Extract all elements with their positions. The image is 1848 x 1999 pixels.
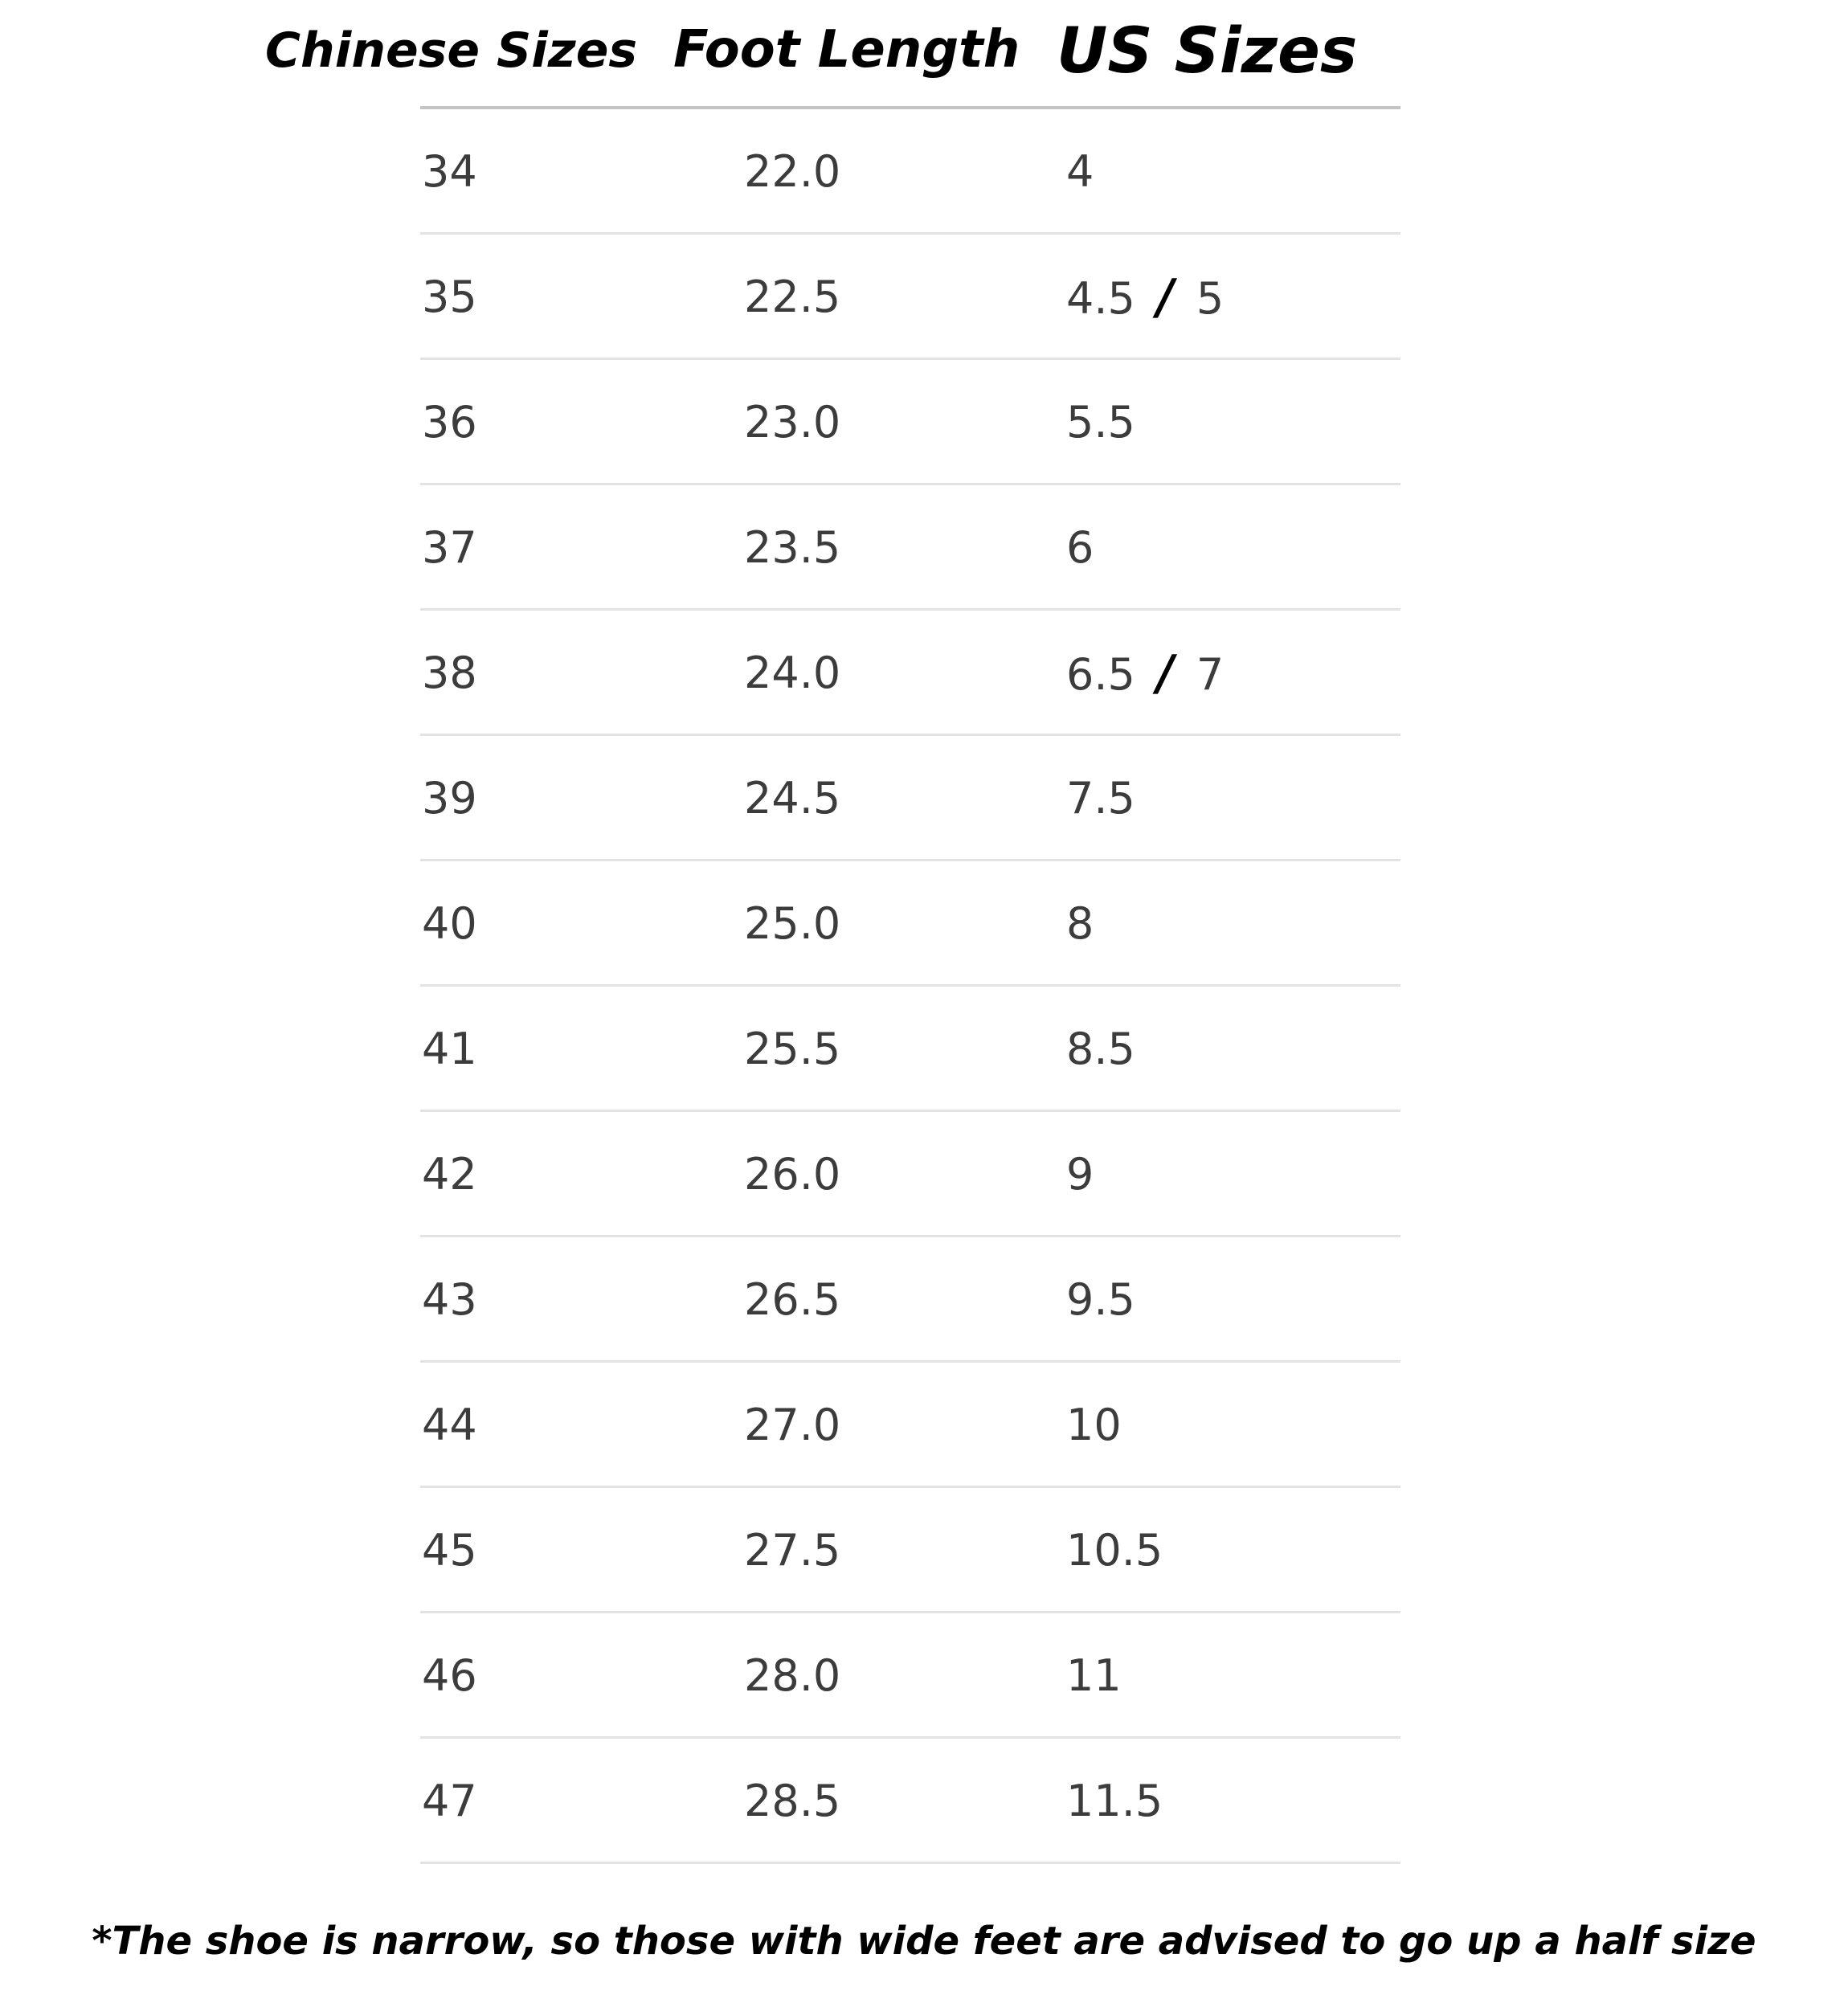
foot-length-cell: 24.0 bbox=[744, 648, 841, 698]
us-size-cell bbox=[1066, 1363, 1122, 1488]
chinese-size-cell: 40 bbox=[422, 898, 477, 949]
foot-length-cell: 28.0 bbox=[744, 1650, 841, 1701]
chinese-size-cell: 46 bbox=[422, 1650, 477, 1701]
foot-length-cell: 27.5 bbox=[744, 1525, 841, 1576]
foot-length-cell: 28.5 bbox=[744, 1776, 841, 1826]
header-chinese-sizes: Chinese Sizes bbox=[265, 22, 638, 79]
us-size-value: 11.5 bbox=[1066, 1776, 1163, 1826]
us-size-cell bbox=[1066, 485, 1094, 611]
us-size-value: 10.5 bbox=[1066, 1525, 1163, 1576]
table-row bbox=[420, 611, 1400, 736]
table-row bbox=[420, 1112, 1400, 1237]
us-size-cell bbox=[1066, 736, 1135, 861]
size-chart-table bbox=[420, 106, 1400, 1864]
chinese-size-cell: 34 bbox=[422, 146, 477, 197]
size-separator: / bbox=[1151, 269, 1179, 325]
foot-length-cell: 26.5 bbox=[744, 1274, 841, 1325]
foot-length-cell: 25.0 bbox=[744, 898, 841, 949]
us-size-value: 10 bbox=[1066, 1400, 1122, 1450]
us-size-value: 8.5 bbox=[1066, 1024, 1135, 1074]
foot-length-cell: 25.5 bbox=[744, 1024, 841, 1074]
us-size-cell bbox=[1066, 109, 1094, 235]
table-row bbox=[420, 987, 1400, 1112]
table-row bbox=[420, 360, 1400, 485]
table-row bbox=[420, 109, 1400, 235]
chinese-size-cell: 45 bbox=[422, 1525, 477, 1576]
us-size-value: 6 bbox=[1066, 522, 1094, 573]
chinese-size-cell: 37 bbox=[422, 522, 477, 573]
foot-length-cell: 24.5 bbox=[744, 773, 841, 824]
us-size-cell bbox=[1066, 1237, 1135, 1363]
size-separator: / bbox=[1151, 645, 1179, 701]
table-row bbox=[420, 1363, 1400, 1488]
chinese-size-cell: 43 bbox=[422, 1274, 477, 1325]
us-size-value: 11 bbox=[1066, 1650, 1122, 1701]
us-size-cell bbox=[1066, 360, 1135, 485]
chinese-size-cell: 36 bbox=[422, 397, 477, 448]
foot-length-cell: 22.0 bbox=[744, 146, 841, 197]
table-row bbox=[420, 736, 1400, 861]
chinese-size-cell: 41 bbox=[422, 1024, 477, 1074]
us-size-value: 7 bbox=[1196, 649, 1225, 700]
us-size-value: 4.5 bbox=[1066, 273, 1135, 324]
us-size-cell bbox=[1066, 1112, 1094, 1237]
table-row bbox=[420, 1488, 1400, 1613]
chinese-size-cell: 44 bbox=[422, 1400, 477, 1450]
us-size-cell bbox=[1066, 987, 1135, 1112]
foot-length-cell: 23.0 bbox=[744, 397, 841, 448]
footnote: *The shoe is narrow, so those with wide feet are advised to go up a half size bbox=[92, 1919, 1756, 1964]
us-size-value: 5.5 bbox=[1066, 397, 1135, 448]
table-row bbox=[420, 235, 1400, 360]
us-size-value: 9.5 bbox=[1066, 1274, 1135, 1325]
us-size-cell bbox=[1066, 861, 1094, 987]
table-row bbox=[420, 485, 1400, 611]
foot-length-cell: 22.5 bbox=[744, 272, 841, 322]
us-size-value: 8 bbox=[1066, 898, 1094, 949]
table-row bbox=[420, 1739, 1400, 1864]
table-header bbox=[0, 16, 1848, 104]
us-size-value: 9 bbox=[1066, 1149, 1094, 1200]
chinese-size-cell: 39 bbox=[422, 773, 477, 824]
table-row bbox=[420, 1613, 1400, 1739]
us-size-cell bbox=[1066, 1739, 1163, 1864]
chinese-size-cell: 38 bbox=[422, 648, 477, 698]
header-foot-length: Foot Length bbox=[673, 20, 1020, 80]
us-size-value: 6.5 bbox=[1066, 649, 1135, 700]
foot-length-cell: 23.5 bbox=[744, 522, 841, 573]
chinese-size-cell: 42 bbox=[422, 1149, 477, 1200]
us-size-cell bbox=[1066, 1613, 1122, 1739]
header-us-sizes: US Sizes bbox=[1057, 15, 1358, 88]
table-row bbox=[420, 861, 1400, 987]
us-size-cell bbox=[1066, 1488, 1163, 1613]
foot-length-cell: 27.0 bbox=[744, 1400, 841, 1450]
us-size-value: 4 bbox=[1066, 146, 1094, 197]
foot-length-cell: 26.0 bbox=[744, 1149, 841, 1200]
us-size-cell bbox=[1066, 611, 1224, 736]
us-size-cell bbox=[1066, 235, 1224, 360]
us-size-value: 5 bbox=[1196, 273, 1225, 324]
table-row bbox=[420, 1237, 1400, 1363]
chinese-size-cell: 47 bbox=[422, 1776, 477, 1826]
chinese-size-cell: 35 bbox=[422, 272, 477, 322]
us-size-value: 7.5 bbox=[1066, 773, 1135, 824]
